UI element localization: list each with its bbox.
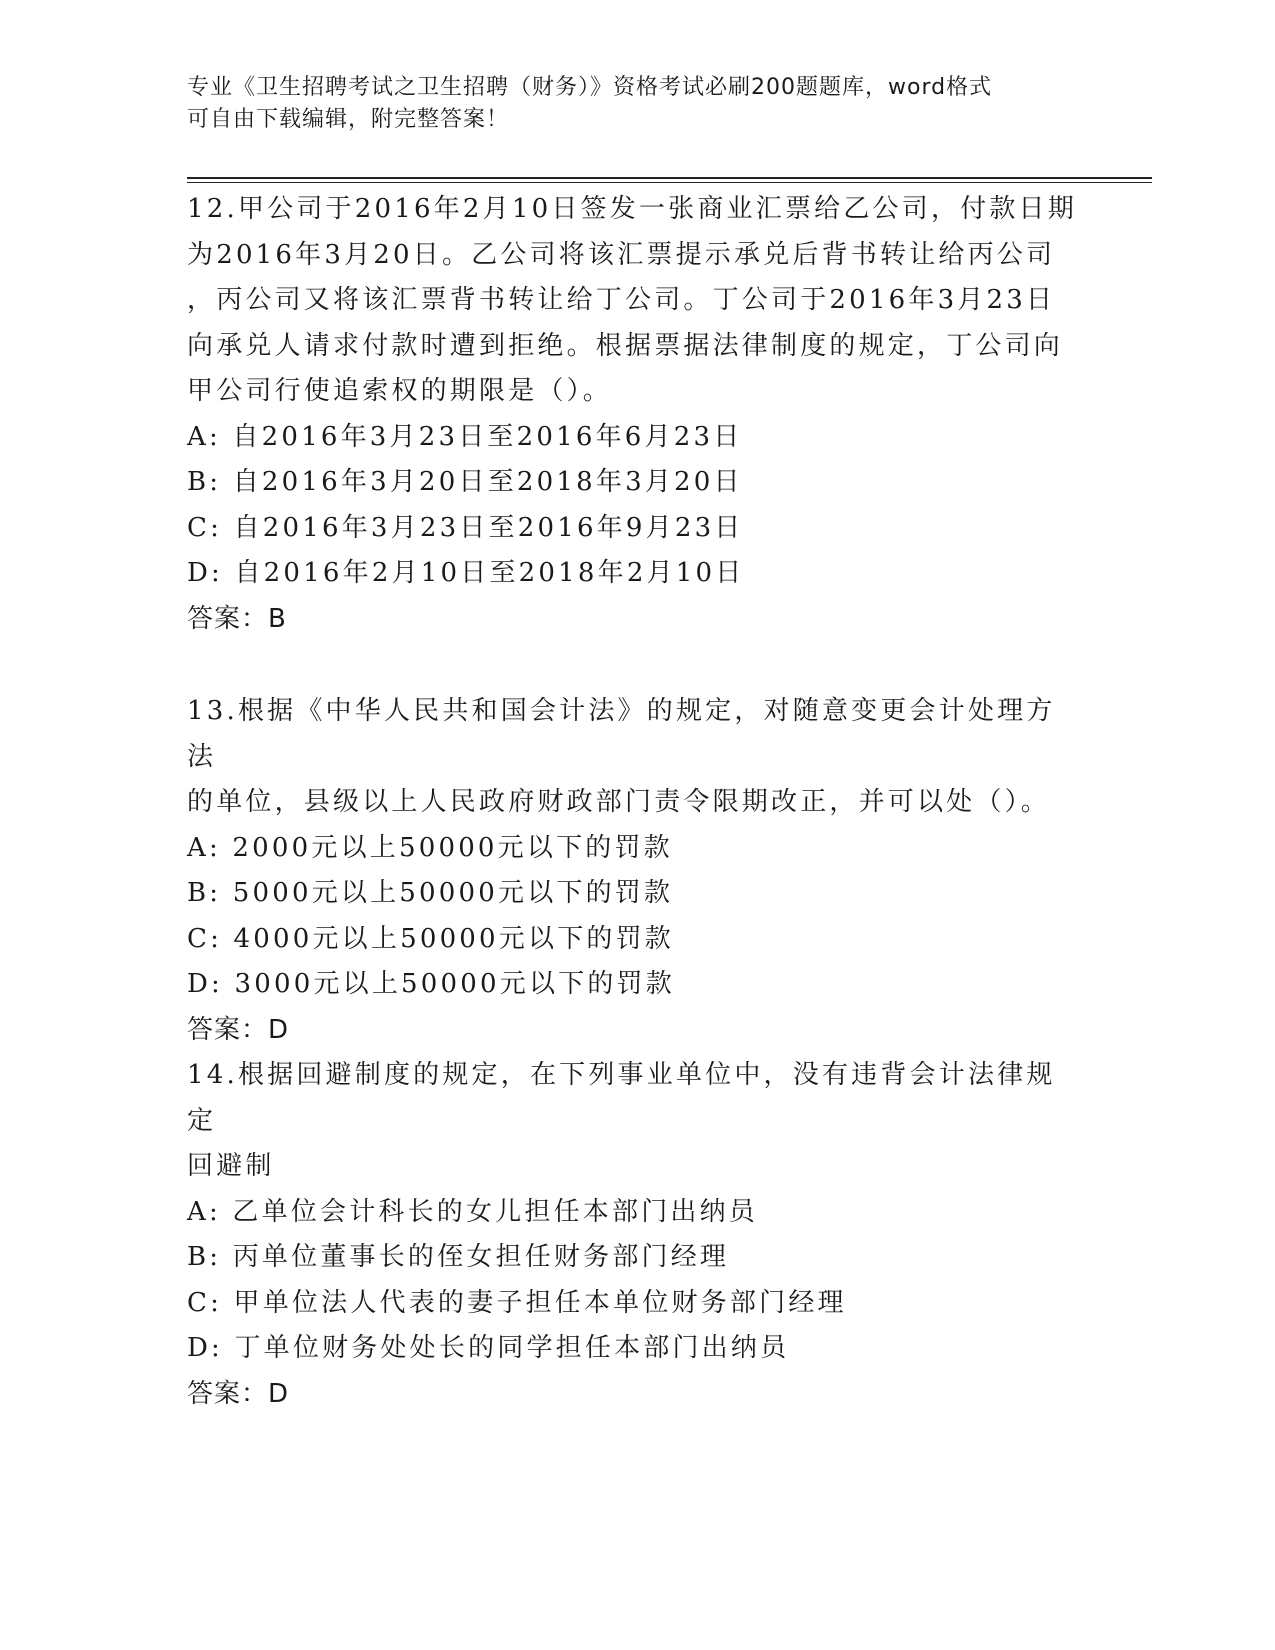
option-b: B: 自2016年3月20日至2018年3月20日 [187, 467, 743, 497]
header-line-1: 专业《卫生招聘考试之卫生招聘（财务）》资格考试必刷200题题库，word格式 [187, 75, 993, 100]
question-stem-line: 回避制 [187, 1151, 275, 1181]
question-stem-line: 的单位，县级以上人民政府财政部门责令限期改正，并可以处（）。 [187, 787, 1051, 817]
option-d: D: 自2016年2月10日至2018年2月10日 [187, 558, 745, 588]
question-stem-line: 12.甲公司于2016年2月10日签发一张商业汇票给乙公司，付款日期 [187, 194, 1077, 224]
question-13 [187, 689, 1077, 1053]
question-14 [187, 1053, 1077, 1417]
header-divider-thin [187, 182, 1152, 183]
answer-line: 答案：D [187, 1014, 290, 1045]
option-list [187, 1190, 1077, 1372]
option-d: D: 丁单位财务处处长的同学担任本部门出纳员 [187, 1333, 790, 1363]
option-list [187, 415, 1077, 597]
answer-line: 答案：D [187, 1378, 290, 1409]
question-12 [187, 187, 1077, 642]
question-stem [187, 1053, 1077, 1190]
option-c: C: 4000元以上50000元以下的罚款 [187, 923, 674, 954]
question-stem-line: 向承兑人请求付款时遭到拒绝。根据票据法律制度的规定，丁公司向 [187, 330, 1064, 361]
option-b: B: 丙单位董事长的侄女担任财务部门经理 [187, 1242, 730, 1272]
answer-line: 答案：B [187, 603, 287, 634]
question-stem-line: 13.根据《中华人民共和国会计法》的规定，对随意变更会计处理方法 [187, 696, 1056, 772]
header-line-2: 可自由下载编辑，附完整答案！ [187, 107, 510, 132]
option-c: C: 甲单位法人代表的妻子担任本单位财务部门经理 [187, 1287, 847, 1318]
header-divider-thick [187, 177, 1152, 179]
question-stem-line: ，丙公司又将该汇票背书转让给丁公司。丁公司于2016年3月23日 [187, 285, 1056, 315]
question-stem-line: 为2016年3月20日。乙公司将该汇票提示承兑后背书转让给丙公司 [187, 239, 1056, 270]
option-d: D: 3000元以上50000元以下的罚款 [187, 969, 675, 999]
question-stem [187, 689, 1077, 826]
document-header [187, 72, 1067, 136]
question-stem [187, 187, 1077, 415]
option-a: A: 乙单位会计科长的女儿担任本部门出纳员 [187, 1196, 759, 1227]
option-a: A: 自2016年3月23日至2016年6月23日 [187, 421, 743, 452]
option-b: B: 5000元以上50000元以下的罚款 [187, 878, 674, 908]
question-stem-line: 14.根据回避制度的规定，在下列事业单位中，没有违背会计法律规定 [187, 1060, 1056, 1136]
option-list [187, 826, 1077, 1008]
question-stem-line: 甲公司行使追索权的期限是（）。 [187, 376, 613, 406]
option-a: A: 2000元以上50000元以下的罚款 [187, 832, 673, 863]
option-c: C: 自2016年3月23日至2016年9月23日 [187, 512, 744, 543]
